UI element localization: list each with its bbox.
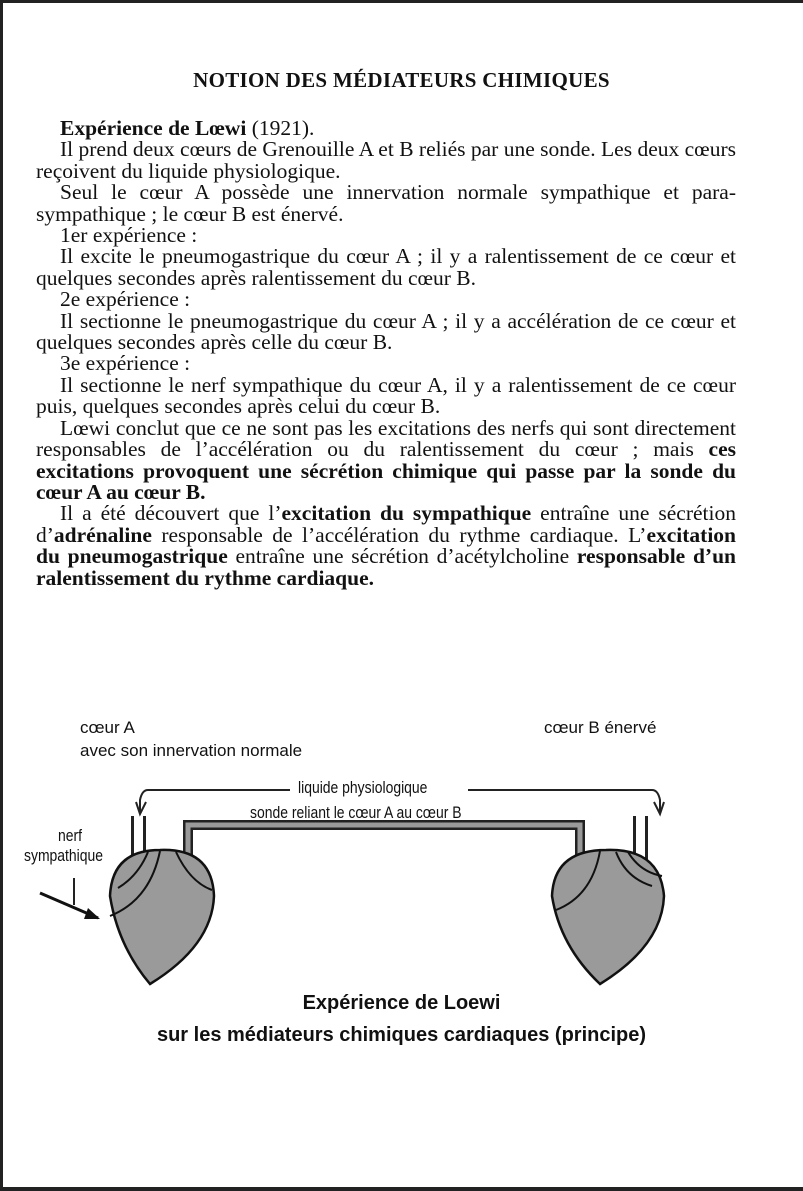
- discovery-bold-adrenaline: adrénaline: [53, 522, 152, 547]
- paragraph-heading: [36, 118, 736, 139]
- paragraph-conclusion: [36, 415, 736, 504]
- caption-subtitle: sur les médiateurs chimiques cardiaques (principe): [156, 1024, 647, 1046]
- page-title: NOTION DES MÉDIATEURS CHIMIQUES: [193, 68, 610, 92]
- experiment-1-heading: 1er expérience :: [60, 223, 198, 248]
- discovery-text-4: entraîne une sécrétion d’acétylcholine: [227, 544, 577, 569]
- heart-a: [110, 850, 214, 984]
- liquid-label: liquide physiologique: [298, 778, 428, 797]
- bottom-border: [0, 1187, 803, 1191]
- body-text: [36, 118, 736, 589]
- heart-a-label: cœur A: [80, 718, 135, 737]
- discovery-bold-sympathique: excitation du sympathique: [281, 501, 532, 526]
- heart-a-innervation-label: avec son innervation normale: [80, 741, 303, 760]
- probe-inner: [188, 825, 580, 860]
- nerve-arrowhead: [84, 908, 100, 919]
- experiment-year: (1921).: [246, 116, 315, 140]
- experiment-3-heading: 3e expérience :: [60, 351, 191, 376]
- caption-title: Expérience de Loewi: [302, 992, 501, 1014]
- experiment-2-text: Il sectionne le pneumogastrique du cœur A ; il y a accélération de ce cœur et quelques secondes après celle du cœur B.: [36, 308, 736, 355]
- paragraph-innervation: Seul le cœur A possède une innervation normale sympathique et para-sympathique ; le cœur B est énervé.: [36, 180, 736, 226]
- discovery-text-1: Il a été découvert que l’: [60, 501, 282, 526]
- paragraph-setup: Il prend deux cœurs de Grenouille A et B reliés par une sonde. Les deux cœurs reçoivent du liquide physiologique.: [36, 137, 736, 183]
- discovery-text-3: responsable de l’accélération du rythme cardiaque. L’: [151, 522, 647, 547]
- experiment-3-text: Il sectionne le nerf sympathique du cœur A, il y a ralentissement de ce cœur puis, quelques secondes après celui du cœur B.: [36, 372, 736, 419]
- liquid-line-right: [468, 790, 660, 812]
- discovery-text-2: entraîne une sécrétion d’: [36, 501, 736, 547]
- nerve-label: nerf: [58, 826, 83, 845]
- experiment-2-heading: 2e expérience :: [60, 287, 191, 312]
- probe-outer: [188, 825, 580, 860]
- discovery-bold-ralentissement: responsable d’un ralentissement du rythme cardiaque.: [36, 544, 736, 590]
- nerve-label-sympathique: sympathique: [24, 846, 104, 865]
- discovery-bold-pneumogastrique: excitation du pneumogastrique: [36, 522, 736, 569]
- conclusion-emphasis: ces excitations provoquent une sécrétion chimique qui passe par la sonde du cœur A au cœur B.: [36, 437, 736, 504]
- paragraph-discovery: [36, 503, 736, 589]
- conclusion-text: Lœwi conclut que ce ne sont pas les excitations des nerfs qui sont directement responsables de l’accélération ou du ralentissement du cœur ; mais: [36, 415, 736, 462]
- top-border: [0, 0, 803, 3]
- experiment-1-text: Il excite le pneumogastrique du cœur A ; il y a ralentissement de ce cœur et quelques secondes après ralentissement du cœur B.: [36, 244, 736, 290]
- probe-label: sonde reliant le cœur A au cœur B: [250, 803, 462, 822]
- heart-b-label: cœur B énervé: [544, 718, 657, 737]
- loewi-diagram: [0, 700, 803, 1060]
- experiment-title: Expérience de Lœwi: [60, 116, 247, 140]
